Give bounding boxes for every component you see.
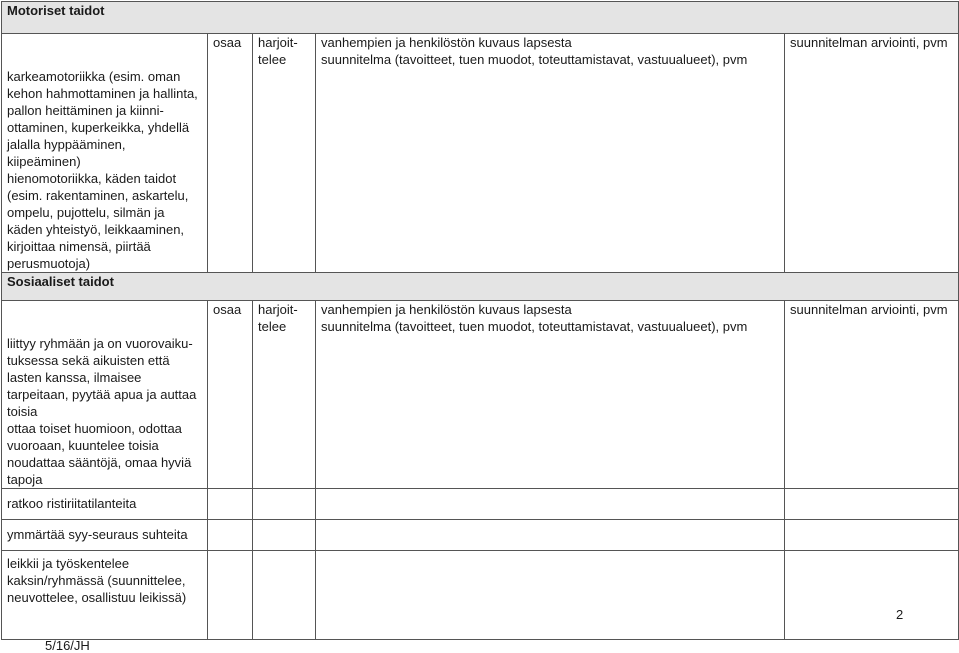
cell-arviointi[interactable] [785,520,959,551]
cell-kuvaus[interactable] [316,489,785,520]
page-number: 2 [896,607,904,622]
header-osaa-motor: osaa [208,34,253,273]
header-arviointi-motor[interactable]: suunnitelman arviointi, pvm [785,34,959,273]
motor-skill-fine: hienomotoriikka, käden taidot (esim. rakentaminen, askartelu, ompelu, pujottelu, silmän ja käden yhteistyö, leikkaaminen, kirjoittaa nimensä, piirtää perusmuotoja) [7,171,189,271]
cell-arviointi[interactable] [785,551,959,640]
cell-osaa[interactable] [208,551,253,640]
header-kuvaus-social[interactable]: vanhempien ja henkilöstön kuvaus lapsesta suunnitelma (tavoitteet, tuen muodot, toteuttamistavat, vastuualueet), pvm [316,301,785,489]
cell-harjoittelee[interactable] [253,489,316,520]
section-title-motor: Motoriset taidot [2,2,959,34]
social-skill-item: noudattaa sääntöjä, omaa hyviä tapoja [7,455,192,487]
social-skill-row: leikkii ja työskentelee kaksin/ryhmässä (suunnittelee, neuvottelee, osallistuu leikissä) [2,551,208,640]
header-arviointi-social[interactable]: suunnitelman arviointi, pvm [785,301,959,489]
header-osaa-social: osaa [208,301,253,489]
cell-osaa[interactable] [208,520,253,551]
motor-skill-gross: karkeamotoriikka (esim. oman kehon hahmottaminen ja hallinta, pallon heittäminen ja kiinni-ottaminen, kuperkeikka, yhdellä jalalla hyppääminen, kiipeäminen) [7,69,198,169]
cell-harjoittelee[interactable] [253,520,316,551]
social-skill-item: ottaa toiset huomioon, odottaa vuoroaan, kuuntelee toisia [7,421,182,453]
social-skill-item: liittyy ryhmään ja on vuorovaiku-tuksessa sekä aikuisten että lasten kanssa, ilmaisee tarpeitaan, pyytää apua ja auttaa toisia [7,336,197,419]
plan-table [1,1,959,640]
social-skill-row: ratkoo ristiriitatilanteita [2,489,208,520]
header-kuvaus-motor[interactable]: vanhempien ja henkilöstön kuvaus lapsesta suunnitelma (tavoitteet, tuen muodot, toteuttamistavat, vastuualueet), pvm [316,34,785,273]
header-harjoittelee-social: harjoit- telee [253,301,316,489]
social-skill-block [2,301,208,489]
section-title-social: Sosiaaliset taidot [2,273,959,301]
cell-harjoittelee[interactable] [253,551,316,640]
cell-kuvaus[interactable] [316,520,785,551]
social-skill-row: ymmärtää syy-seuraus suhteita [2,520,208,551]
cell-arviointi[interactable] [785,489,959,520]
cell-osaa[interactable] [208,489,253,520]
footer-code: 5/16/JH [45,638,90,653]
motor-skill-list [2,34,208,273]
header-harjoittelee-motor: harjoit- telee [253,34,316,273]
cell-kuvaus[interactable] [316,551,785,640]
